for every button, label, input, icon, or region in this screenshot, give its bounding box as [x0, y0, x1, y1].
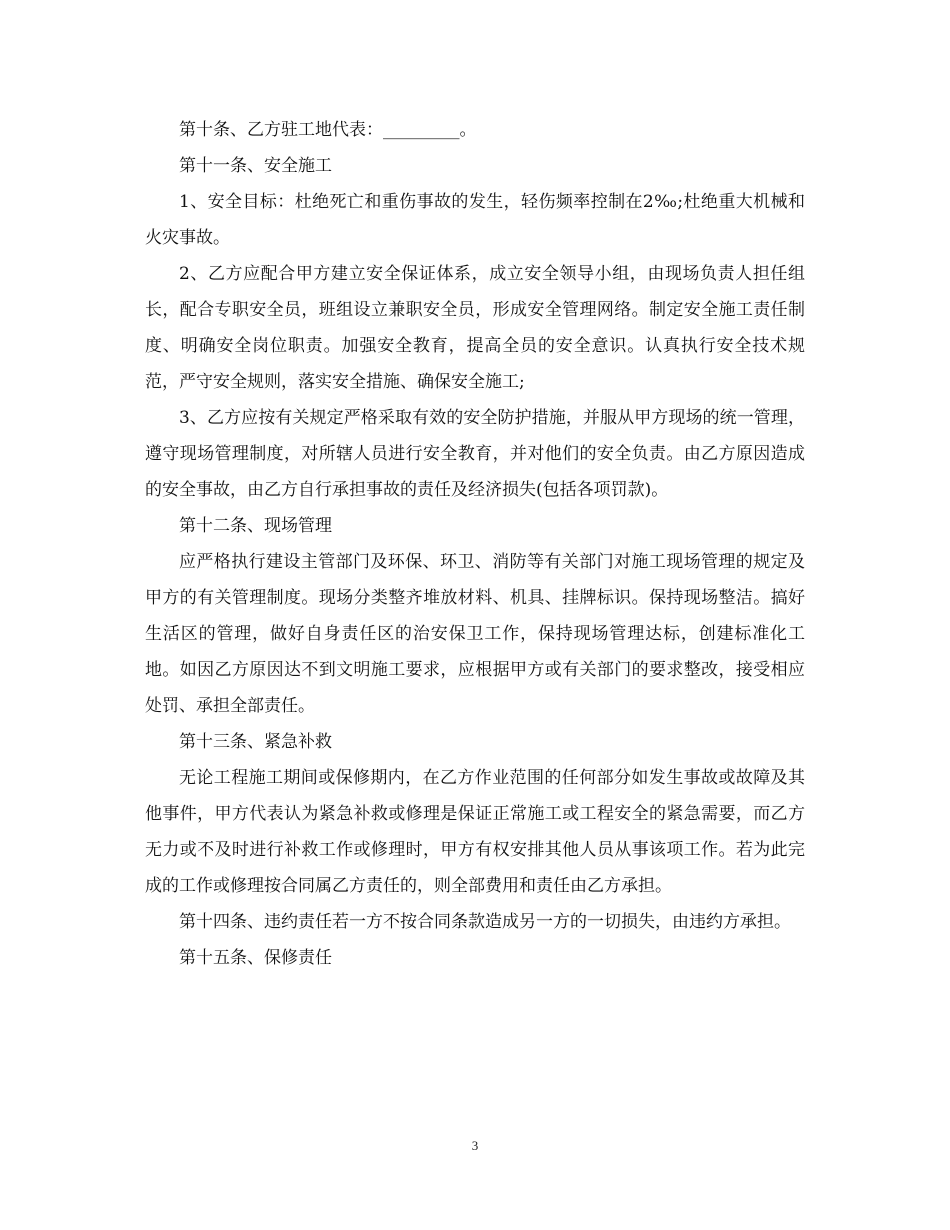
- clause-13-body: 无论工程施工期间或保修期内，在乙方作业范围的任何部分如发生事故或故障及其他事件，甲方代表认为紧急补救或修理是保证正常施工或工程安全的紧急需要，而乙方无力或不及时进行补救工作或修理时，甲方有权安排其他人员从事该项工作。若为此完成的工作或修理按合同属乙方责任的，则全部费用和责任由乙方承担。: [145, 768, 805, 896]
- clause-13-heading: 第十三条、紧急补救: [179, 732, 332, 752]
- page-number: 3: [471, 1138, 479, 1153]
- clause-15-heading: 第十五条、保修责任: [179, 948, 332, 968]
- clause-11-item-2: 2、乙方应配合甲方建立安全保证体系，成立安全领导小组，由现场负责人担任组长，配合专职安全员，班组设立兼职安全员，形成安全管理网络。制定安全施工责任制度、明确安全岗位职责。加强安全教育，提高全员的安全意识。认真执行安全技术规范，严守安全规则，落实安全措施、确保安全施工;: [145, 264, 805, 392]
- clause-11-heading: 第十一条、安全施工: [179, 156, 332, 176]
- document-body: [145, 112, 805, 976]
- clause-12-body: 应严格执行建设主管部门及环保、环卫、消防等有关部门对施工现场管理的规定及甲方的有关管理制度。现场分类整齐堆放材料、机具、挂牌标识。保持现场整洁。搞好生活区的管理，做好自身责任区的治安保卫工作，保持现场管理达标，创建标准化工地。如因乙方原因达不到文明施工要求，应根据甲方或有关部门的要求整改，接受相应处罚、承担全部责任。: [145, 552, 805, 716]
- clause-11-item-1: 1、安全目标：杜绝死亡和重伤事故的发生，轻伤频率控制在2‰;杜绝重大机械和火灾事故。: [145, 192, 805, 248]
- clause-14: 第十四条、违约责任若一方不按合同条款造成另一方的一切损失，由违约方承担。: [179, 912, 791, 932]
- clause-10-representative: 第十条、乙方驻工地代表：_________。: [179, 120, 477, 140]
- clause-12-heading: 第十二条、现场管理: [179, 516, 332, 536]
- clause-11-item-3: 3、乙方应按有关规定严格采取有效的安全防护措施，并服从甲方现场的统一管理，遵守现场管理制度，对所辖人员进行安全教育，并对他们的安全负责。由乙方原因造成的安全事故，由乙方自行承担事故的责任及经济损失(包括各项罚款)。: [145, 408, 805, 500]
